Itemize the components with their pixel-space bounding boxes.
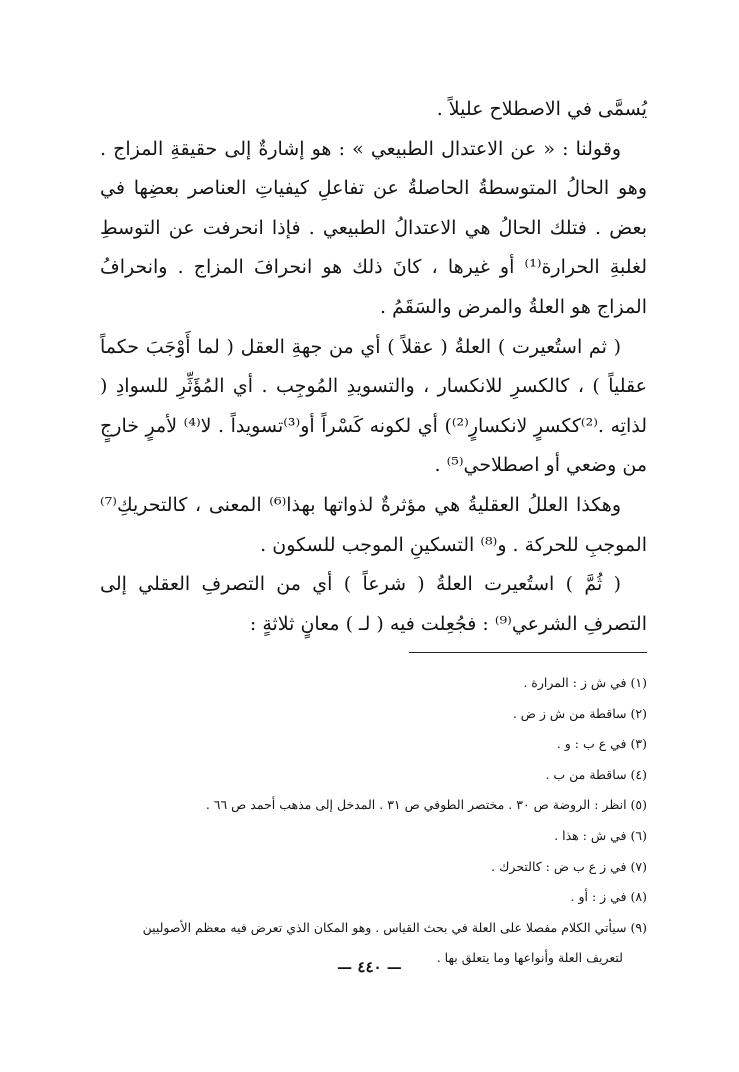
footnotes <box>92 668 647 974</box>
paragraph-4: وهكذا العللُ العقليةُ هي مؤثرةٌ لذواتها بهذا⁽⁶⁾ المعنى ، كالتحريكِ⁽⁷⁾ الموجبِ للحركة . و⁽⁸⁾ التسكينِ الموجب للسكون . <box>100 493 647 556</box>
footnote-7: (٧) في ز ع ب ض : كالتحرك . <box>491 858 647 874</box>
paragraph-1: يُسمَّى في الاصطلاح عليلاً . <box>436 98 647 120</box>
footnote-separator <box>409 652 647 653</box>
paragraph-5: ( ثُمَّ ) استُعيرت العلةُ ( شرعاً ) أي من التصرفِ العقلي إلى التصرفِ الشرعي⁽⁹⁾ : فجُعِلت فيه ( لـ ) معانٍ ثلاثةٍ : <box>100 573 647 635</box>
footnote-6: (٦) في ش : هذا . <box>554 827 647 843</box>
footnote-2: (٢) ساقطة من ش ز ض . <box>512 705 647 721</box>
footnote-8: (٨) في ز : أو . <box>570 889 647 905</box>
footnote-1: (١) في ش ز : المرارة . <box>523 675 647 690</box>
paragraph-3: ( ثم استُعيرت ) العلةُ ( عقلاً ) أي من جهةِ العقل ( لما أَوْجَبَ حكماً عقلياً ) ، كالكسرِ للانكسار ، والتسويدِ المُوجِب . أي المُؤَثِّرِ للسوادِ ( لذاتِه .⁽²⁾ككسرٍ لانكسارٍ⁽²⁾) أي لكونه كَسْراً أو⁽³⁾تسويداً . لا⁽⁴⁾ لأمرٍ خارجٍ من وضعي أو اصطلاحي⁽⁵⁾ . <box>100 335 648 477</box>
footnote-3: (٣) في ع ب : و . <box>556 736 647 752</box>
footnote-9-continuation: لتعريف العلة وأنواعها وما يتعلق بها . <box>436 950 623 966</box>
paragraph-2: وقولنا : « عن الاعتدال الطبيعي » : هو إشارةٌ إلى حقيقةِ المزاج . وهو الحالُ المتوسطةُ الحاصلةُ عن تفاعلِ كيفياتِ العناصر بعضِها في بعض . فتلك الحالُ هي الاعتدالُ الطبيعي . فإذا انحرفت عن التوسطِ لغلبةِ الحرارة⁽¹⁾ أو غيرها ، كانَ ذلك هو انحرافَ المزاج . وانحرافُ المزاج هو العلةُ والمرض والسَقَمُ . <box>100 137 647 318</box>
footnote-5: (٥) انظر : الروضة ص ٣٠ . مختصر الطوفي ص ٣١ . المدخل إلى مذهب أحمد ص ٦٦ . <box>205 797 647 813</box>
footnote-4: (٤) ساقطة من ب . <box>545 766 647 782</box>
footnote-9: (٩) سيأتي الكلام مفصلا على العلة في بحث القياس . وهو المكان الذي تعرض فيه معظم الأصوليين <box>142 919 647 935</box>
body-text <box>100 90 647 644</box>
page-number: — ٤٤٠ — <box>337 958 402 976</box>
